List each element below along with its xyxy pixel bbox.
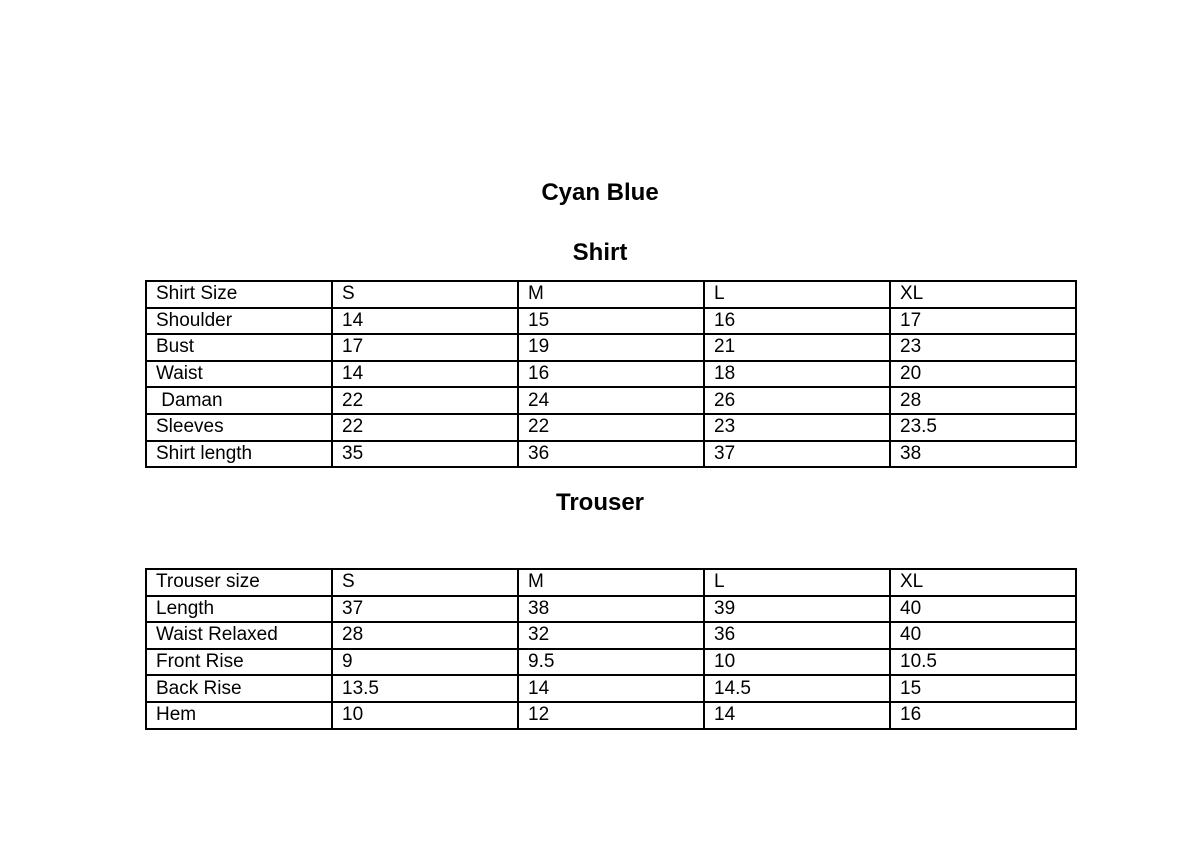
table-cell: 17 [890,308,1076,335]
table-cell: Back Rise [146,675,332,702]
table-cell: 15 [518,308,704,335]
table-cell: 22 [332,387,518,414]
table-row [146,414,1076,441]
table-cell: Sleeves [146,414,332,441]
table-cell: 35 [332,441,518,468]
table-cell: Waist Relaxed [146,622,332,649]
table-row [146,387,1076,414]
table-cell: 32 [518,622,704,649]
table-cell: 38 [890,441,1076,468]
table-cell: L [704,569,890,596]
table-cell: 9.5 [518,649,704,676]
trouser-size-table [145,568,1077,730]
table-cell: 23.5 [890,414,1076,441]
table-cell: Waist [146,361,332,388]
table-row [146,702,1076,729]
table-row [146,281,1076,308]
table-cell: Front Rise [146,649,332,676]
table-cell: 14 [704,702,890,729]
table-cell: 22 [332,414,518,441]
table-row [146,569,1076,596]
table-cell: Shoulder [146,308,332,335]
table-cell: 14 [518,675,704,702]
table-cell: 37 [704,441,890,468]
table-cell: 17 [332,334,518,361]
table-cell: Trouser size [146,569,332,596]
table-cell: XL [890,281,1076,308]
table-row [146,649,1076,676]
table-cell: 37 [332,596,518,623]
table-row [146,622,1076,649]
shirt-heading: Shirt [572,239,628,266]
table-cell: Shirt length [146,441,332,468]
table-cell: 40 [890,622,1076,649]
document-title: Cyan Blue [541,179,659,206]
table-cell: Bust [146,334,332,361]
table-cell: 38 [518,596,704,623]
table-cell: 24 [518,387,704,414]
table-cell: 23 [890,334,1076,361]
table-row [146,441,1076,468]
shirt-size-table [145,280,1077,468]
table-row [146,361,1076,388]
table-cell: 36 [518,441,704,468]
table-cell: 9 [332,649,518,676]
table-cell: 12 [518,702,704,729]
table-cell: 14 [332,308,518,335]
table-cell: 36 [704,622,890,649]
table-cell: 28 [332,622,518,649]
table-cell: 16 [890,702,1076,729]
table-cell: Hem [146,702,332,729]
table-cell: S [332,281,518,308]
table-cell: 39 [704,596,890,623]
table-cell: 14.5 [704,675,890,702]
table-cell: 21 [704,334,890,361]
table-cell: 13.5 [332,675,518,702]
table-cell: M [518,281,704,308]
table-cell: Daman [146,387,332,414]
table-cell: 16 [518,361,704,388]
table-cell: 28 [890,387,1076,414]
table-cell: 10 [704,649,890,676]
table-cell: L [704,281,890,308]
table-cell: 15 [890,675,1076,702]
table-cell: S [332,569,518,596]
table-row [146,308,1076,335]
table-cell: 18 [704,361,890,388]
table-row [146,675,1076,702]
table-cell: 10.5 [890,649,1076,676]
trouser-heading: Trouser [555,489,645,516]
table-cell: 22 [518,414,704,441]
table-row [146,334,1076,361]
table-cell: 16 [704,308,890,335]
table-cell: 40 [890,596,1076,623]
table-cell: M [518,569,704,596]
table-row [146,596,1076,623]
table-cell: XL [890,569,1076,596]
table-cell: 26 [704,387,890,414]
table-cell: Length [146,596,332,623]
table-cell: 19 [518,334,704,361]
table-cell: 23 [704,414,890,441]
table-cell: 10 [332,702,518,729]
table-cell: 14 [332,361,518,388]
table-cell: 20 [890,361,1076,388]
table-cell: Shirt Size [146,281,332,308]
